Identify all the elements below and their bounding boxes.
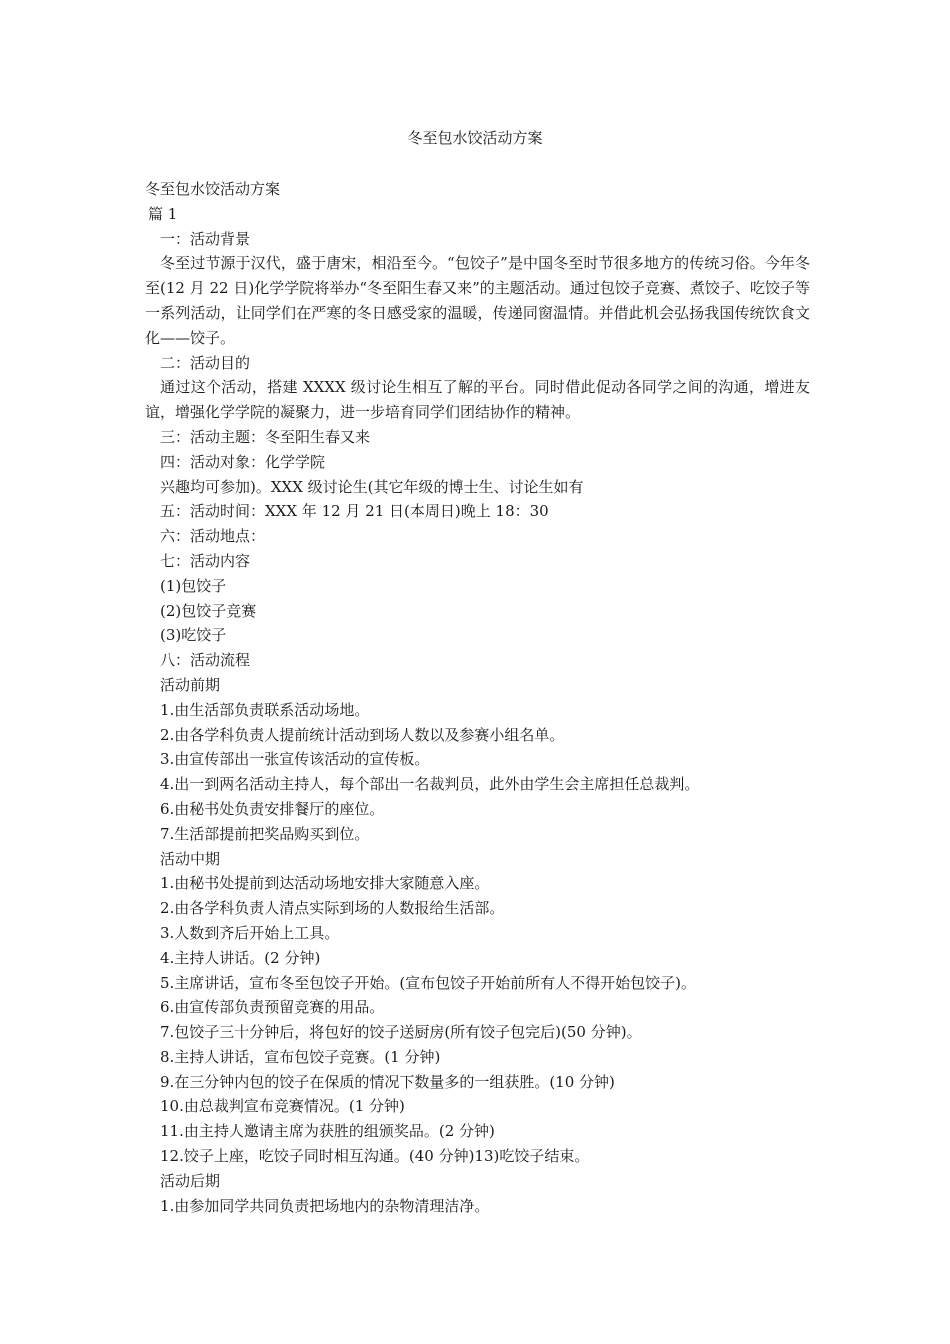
list-item: 4.主持人讲话。(2 分钟): [160, 948, 321, 967]
list-item: 10.由总裁判宣布竞赛情况。(1 分钟): [160, 1097, 405, 1116]
list-item: 7.生活部提前把奖品购买到位。: [160, 824, 370, 843]
target-extra-line: 兴趣均可参加)。XXX 级讨论生(其它年级的博士生、讨论生如有: [160, 477, 584, 496]
list-item: 3.人数到齐后开始上工具。: [160, 923, 340, 942]
phase-before-label: 活动前期: [160, 675, 221, 694]
location-line: 六：活动地点：: [160, 527, 266, 546]
list-item: 5.主席讲话，宣布冬至包饺子开始。(宣布包饺子开始前所有人不得开始包饺子)。: [160, 973, 697, 992]
list-item: 6.由秘书处负责安排餐厅的座位。: [160, 799, 385, 818]
document-subtitle: 冬至包水饺活动方案: [145, 180, 281, 198]
time-line: 五：活动时间：XXX 年 12 月 21 日(本周日)晚上 18：30: [160, 502, 549, 521]
document-title: 冬至包水饺活动方案: [407, 129, 543, 147]
phase-after-label: 活动后期: [160, 1171, 221, 1190]
list-item: 9.在三分钟内包的饺子在保质的情况下数量多的一组获胜。(10 分钟): [160, 1072, 615, 1091]
list-item: 8.主持人讲话，宣布包饺子竞赛。(1 分钟): [160, 1047, 441, 1066]
list-item: 7.包饺子三十分钟后，将包好的饺子送厨房(所有饺子包完后)(50 分钟)。: [160, 1023, 642, 1042]
list-item: 12.饺子上座，吃饺子同时相互沟通。(40 分钟)13)吃饺子结束。: [160, 1147, 590, 1166]
list-item: 2.由各学科负责人清点实际到场的人数报给生活部。: [160, 899, 505, 918]
document-body: [145, 177, 810, 1218]
background-heading: 一：活动背景: [160, 229, 251, 248]
purpose-heading: 二：活动目的: [160, 353, 251, 372]
content-heading: 七：活动内容: [160, 551, 251, 570]
purpose-paragraph: 通过这个活动，搭建 XXXX 级讨论生相互了解的平台。同时借此促动各同学之间的沟通，增进友谊，增强化学学院的凝聚力，进一步培育同学们团结协作的精神。: [145, 378, 810, 422]
process-heading: 八：活动流程: [160, 651, 251, 670]
list-item: 3.由宣传部出一张宣传该活动的宣传板。: [160, 750, 430, 769]
target-line: 四：活动对象：化学学院: [160, 452, 326, 471]
content-item: (2)包饺子竞赛: [160, 601, 257, 620]
content-item: (3)吃饺子: [160, 626, 227, 645]
background-paragraph: 冬至过节源于汉代，盛于唐宋，相沿至今。“包饺子”是中国冬至时节很多地方的传统习俗。今年冬至(12 月 22 日)化学学院将举办“冬至阳生春又来”的主题活动。通过包饺子竞赛、煮饺子、吃饺子等一系列活动，让同学们在严寒的冬日感受家的温暖，传递同窗温情。并借此机会弘扬我国传统饮食文化——饺子。: [145, 254, 810, 347]
list-item: 1.由参加同学共同负责把场地内的杂物清理洁净。: [160, 1196, 490, 1215]
list-item: 1.由生活部负责联系活动场地。: [160, 700, 370, 719]
list-item: 4.出一到两名活动主持人，每个部出一名裁判员，此外由学生会主席担任总裁判。: [160, 775, 700, 794]
list-item: 6.由宣传部负责预留竞赛的用品。: [160, 998, 385, 1017]
content-item: (1)包饺子: [160, 576, 227, 595]
phase-during-label: 活动中期: [160, 849, 221, 868]
list-item: 2.由各学科负责人提前统计活动到场人数以及参赛小组名单。: [160, 725, 565, 744]
theme-line: 三：活动主题：冬至阳生春又来: [160, 427, 371, 446]
list-item: 11.由主持人邀请主席为获胜的组颁奖品。(2 分钟): [160, 1122, 495, 1141]
section-label: 篇 1: [148, 204, 178, 223]
list-item: 1.由秘书处提前到达活动场地安排大家随意入座。: [160, 874, 490, 893]
